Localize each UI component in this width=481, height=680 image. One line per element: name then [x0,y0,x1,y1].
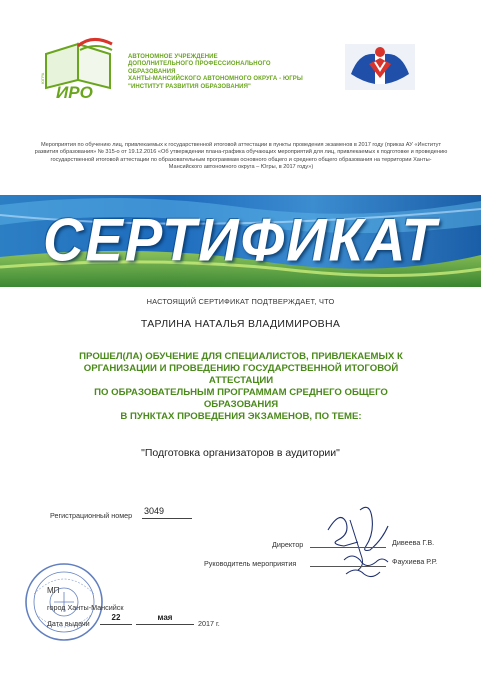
org-line: АВТОНОМНОЕ УЧРЕЖДЕНИЕ [128,54,218,60]
director-label: Директор [272,540,304,549]
course-line: ПРОШЕЛ(ЛА) ОБУЧЕНИЕ ДЛЯ СПЕЦИАЛИСТОВ, ПРИВЛЕКАЕМЫХ К [79,351,403,362]
issue-date-month: мая [136,613,194,625]
iro-logo-side-text: ЮГРА [40,72,45,84]
course-line: В ПУНКТАХ ПРОВЕДЕНИЯ ЭКЗАМЕНОВ, ПО ТЕМЕ: [120,411,362,422]
iro-logo [40,36,122,100]
issue-date-year: 2017 г. [198,619,220,628]
director-signature-line [310,547,386,548]
organization-name [128,54,318,91]
iro-logo-text: ИРО [56,83,93,100]
course-line: ПО ОБРАЗОВАТЕЛЬНЫМ ПРОГРАММАМ СРЕДНЕГО ОБЩЕГО ОБРАЗОВАНИЯ [94,387,388,410]
org-line: "ИНСТИТУТ РАЗВИТИЯ ОБРАЗОВАНИЯ" [128,83,251,90]
issue-date-day: 22 [100,613,132,625]
event-head-signature-line [310,566,386,567]
recipient-name: ТАРЛИНА НАТАЛЬЯ ВЛАДИМИРОВНА [140,318,341,330]
event-head-label: Руководитель мероприятия [204,559,297,568]
official-stamp [22,560,106,644]
registration-label: Регистрационный номер [50,511,133,520]
registration-number: 3049 [142,506,192,519]
confirmation-text: НАСТОЯЩИЙ СЕРТИФИКАТ ПОДТВЕРЖДАЕТ, ЧТО [146,297,335,306]
org-line: ДОПОЛНИТЕЛЬНОГО ПРОФЕССИОНАЛЬНОГО ОБРАЗОВАНИЯ [128,61,271,75]
course-topic: "Подготовка организаторов в аудитории" [141,447,340,459]
course-description [60,351,422,423]
intro-text: Мероприятия по обучению лиц, привлекаемых к государственной итоговой аттестации в пункты проведения экзаменов в 2017 году (приказ АУ «Институт развития образования» № 315-о от 19.12.2016 «Об утверждении плана-графика обучающих мероприятий для лиц, привлекаемых к подготовке и проведению государственной итоговой аттестации по образовательным программам основного общего и среднего общего образования на территории Ханты-Мансийского автономного округа – Югры, в 2017 году») [34,142,448,170]
director-name: Дивеева Г.В. [392,538,435,547]
issue-date-label: Дата выдачи [47,619,90,628]
certificate-title: СЕРТИФИКАТ [43,205,438,274]
event-head-name: Фаухиева Р.Р. [392,557,438,566]
issue-city: город Ханты-Мансийск [47,603,124,612]
exam-emblem-icon [345,44,415,90]
course-line: ОРГАНИЗАЦИИ И ПРОВЕДЕНИЮ ГОСУДАРСТВЕННОЙ ИТОГОВОЙ АТТЕСТАЦИИ [83,363,399,386]
seal-place-label: МП [47,586,60,595]
org-line: ХАНТЫ-МАНСИЙСКОГО АВТОНОМНОГО ОКРУГА - ЮГРЫ [128,76,303,83]
